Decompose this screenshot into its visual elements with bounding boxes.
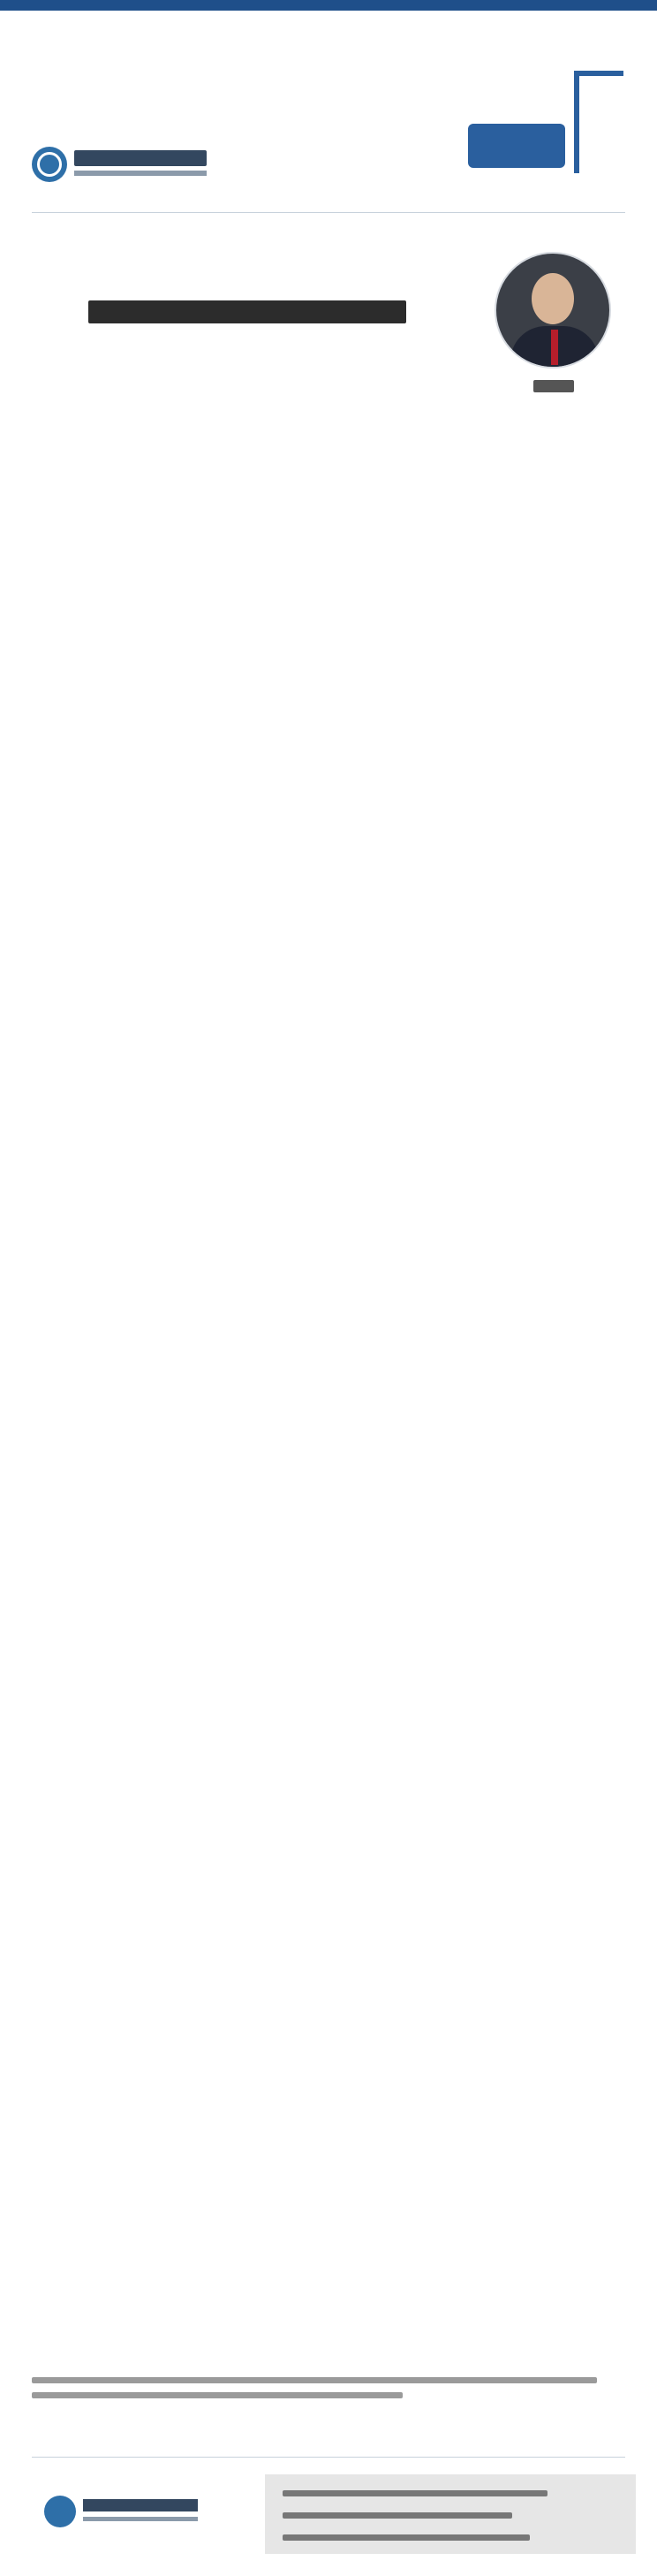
footer-org-subtitle xyxy=(83,2517,198,2521)
top-bar xyxy=(0,0,657,11)
org-emblem-icon xyxy=(32,147,67,182)
masthead-mark xyxy=(468,124,565,168)
org-subtitle xyxy=(74,171,207,176)
org-logo xyxy=(32,143,200,184)
article-title xyxy=(88,300,406,323)
footer-emblem-icon xyxy=(44,2496,76,2527)
author-name xyxy=(533,380,574,392)
masthead-glyph xyxy=(574,71,623,173)
masthead-logo xyxy=(468,62,627,194)
footer-divider xyxy=(32,2457,625,2458)
footer-org-logo xyxy=(44,2492,203,2533)
footer-contact-box xyxy=(265,2474,636,2554)
header-divider xyxy=(32,212,625,213)
article-footnote xyxy=(32,2377,625,2407)
page-footer xyxy=(0,2457,657,2576)
author-portrait xyxy=(495,252,611,369)
org-name xyxy=(74,150,207,166)
footer-org-name xyxy=(83,2499,198,2511)
